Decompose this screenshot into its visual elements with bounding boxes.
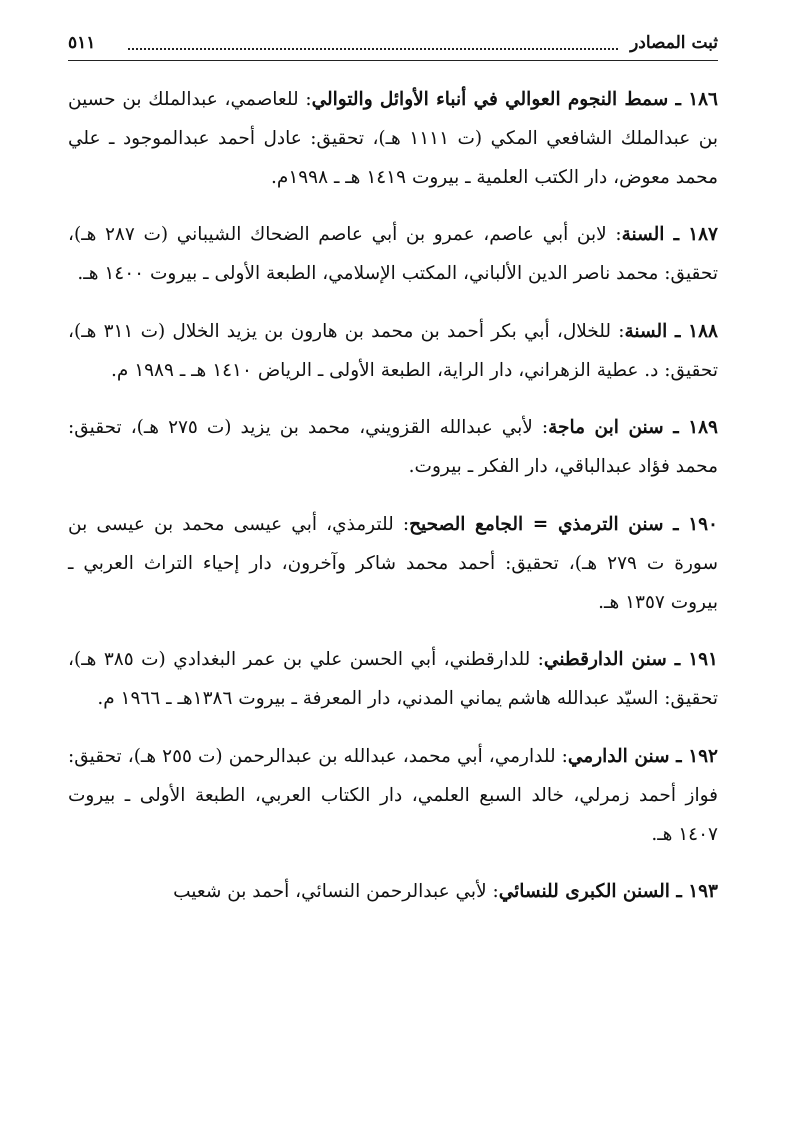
- entry-title: ١٩٣ ـ السنن الكبرى للنسائي: [498, 881, 718, 902]
- bibliography-list: [68, 80, 718, 912]
- bibliography-entry: [68, 80, 718, 197]
- bibliography-entry: [68, 215, 718, 293]
- entry-title: ١٨٦ ـ سمط النجوم العوالي في أنباء الأوائل والتوالي: [311, 88, 718, 110]
- entry-body: : للدارمي، أبي محمد، عبدالله بن عبدالرحمن (ت ٢٥٥ هـ)، تحقيق: فواز أحمد زمرلي، خالد السبع العلمي، دار الكتاب العربي، الطبعة الأولى ـ بيروت ١٤٠٧ هـ.: [68, 745, 718, 845]
- bibliography-entry: [68, 312, 718, 390]
- entry-title: ١٨٧ ـ السنة: [621, 224, 718, 245]
- entry-body: : للخلال، أبي بكر أحمد بن محمد بن هارون بن يزيد الخلال (ت ٣١١ هـ)، تحقيق: د. عطية الزهراني، دار الراية، الطبعة الأولى ـ الرياض ١٤١٠ هـ ـ ١٩٨٩ م.: [68, 320, 718, 381]
- bibliography-entry: [68, 872, 718, 911]
- document-page: [68, 28, 718, 919]
- entry-title: ١٩١ ـ سنن الدارقطني: [543, 649, 718, 670]
- entry-title: ١٩٠ ـ سنن الترمذي = الجامع الصحيح: [409, 513, 718, 535]
- header-title: ثبت المصادر: [626, 28, 718, 58]
- bibliography-entry: [68, 737, 718, 854]
- running-header: [68, 28, 718, 61]
- page-number: ٥١١: [68, 28, 99, 58]
- entry-body: : لابن أبي عاصم، عمرو بن أبي عاصم الضحاك الشيباني (ت ٢٨٧ هـ)، تحقيق: محمد ناصر الدين الألباني، المكتب الإسلامي، الطبعة الأولى ـ بيروت ١٤٠٠ هـ.: [68, 224, 718, 284]
- bibliography-entry: [68, 408, 718, 486]
- entry-title: ١٨٩ ـ سنن ابن ماجة: [548, 417, 718, 438]
- entry-body: : لأبي عبدالله القزويني، محمد بن يزيد (ت ٢٧٥ هـ)، تحقيق: محمد فؤاد عبدالباقي، دار الفكر ـ بيروت.: [68, 417, 718, 477]
- entry-body: : للترمذي، أبي عيسى محمد بن عيسى بن سورة ت ٢٧٩ هـ)، تحقيق: أحمد محمد شاكر وآخرون، دار إحياء التراث العربي ـ بيروت ١٣٥٧ هـ.: [68, 513, 718, 613]
- header-dot-leader: [128, 48, 618, 50]
- entry-body: : للعاصمي، عبدالملك بن حسين بن عبدالملك الشافعي المكي (ت ١١١١ هـ)، تحقيق: عادل أحمد عبدالموجود ـ علي محمد معوض، دار الكتب العلمية ـ بيروت ١٤١٩ هـ ـ ١٩٩٨م.: [68, 88, 718, 188]
- entry-body: : لأبي عبدالرحمن النسائي، أحمد بن شعيب: [173, 881, 499, 902]
- entry-title: ١٨٨ ـ السنة: [624, 320, 718, 342]
- entry-body: : للدارقطني، أبي الحسن علي بن عمر البغدادي (ت ٣٨٥ هـ)، تحقيق: السيّد عبدالله هاشم يماني المدني، دار المعرفة ـ بيروت ١٣٨٦هـ ـ ١٩٦٦ م.: [68, 649, 718, 709]
- bibliography-entry: [68, 505, 718, 622]
- bibliography-entry: [68, 640, 718, 718]
- entry-title: ١٩٢ ـ سنن الدارمي: [567, 745, 718, 767]
